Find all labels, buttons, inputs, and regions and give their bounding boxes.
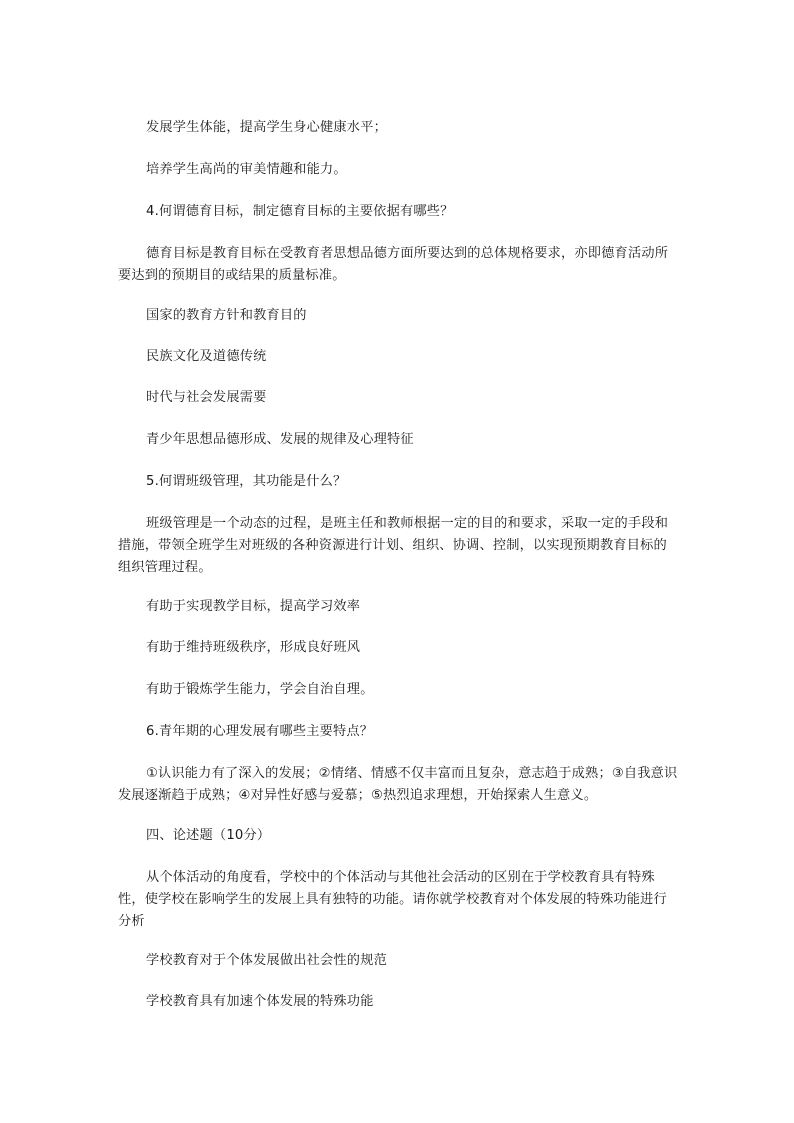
section-heading-essay: 四、论述题（10分） xyxy=(146,828,271,843)
list-item: 民族文化及道德传统 xyxy=(146,349,267,364)
paragraph-1: 发展学生体能，提高学生身心健康水平； xyxy=(146,120,387,135)
list-item: 有助于实现教学目标，提高学习效率 xyxy=(146,599,361,614)
paragraph-answer-4: 德育目标是教育目标在受教育者思想品德方面所要达到的总体规格要求，亦即德育活动所要达到的预期目的或结果的质量标准。 xyxy=(118,246,669,283)
paragraph-answer-5: 班级管理是一个动态的过程，是班主任和教师根据一定的目的和要求，采取一定的手段和措施，带领全班学生对班级的各种资源进行计划、组织、协调、控制，以实现预期教育目标的组织管理过程。 xyxy=(118,516,669,575)
paragraph-answer-6: ①认识能力有了深入的发展；②情绪、情感不仅丰富而且复杂，意志趋于成熟；③自我意识发展逐渐趋于成熟；④对异性好感与爱慕；⑤热烈追求理想，开始探索人生意义。 xyxy=(118,766,678,803)
essay-question: 从个体活动的角度看，学校中的个体活动与其他社会活动的区别在于学校教育具有特殊性，使学校在影响学生的发展上具有独特的功能。请你就学校教育对个体发展的特殊功能进行分析 xyxy=(118,870,667,929)
list-item: 国家的教育方针和教育目的 xyxy=(146,308,307,323)
list-item: 青少年思想品德形成、发展的规律及心理特征 xyxy=(146,432,414,447)
list-item: 学校教育具有加速个体发展的特殊功能 xyxy=(146,994,374,1009)
question-5-heading: 5.何谓班级管理，其功能是什么？ xyxy=(146,474,347,489)
question-6-heading: 6.青年期的心理发展有哪些主要特点？ xyxy=(146,724,374,739)
list-item: 有助于维持班级秩序，形成良好班风 xyxy=(146,640,361,655)
question-4-heading: 4.何谓德育目标，制定德育目标的主要依据有哪些？ xyxy=(146,204,454,219)
list-item: 学校教育对于个体发展做出社会性的规范 xyxy=(146,953,387,968)
list-item: 时代与社会发展需要 xyxy=(146,390,267,405)
paragraph-2: 培养学生高尚的审美情趣和能力。 xyxy=(146,162,347,177)
list-item: 有助于锻炼学生能力，学会自治自理。 xyxy=(146,682,374,697)
